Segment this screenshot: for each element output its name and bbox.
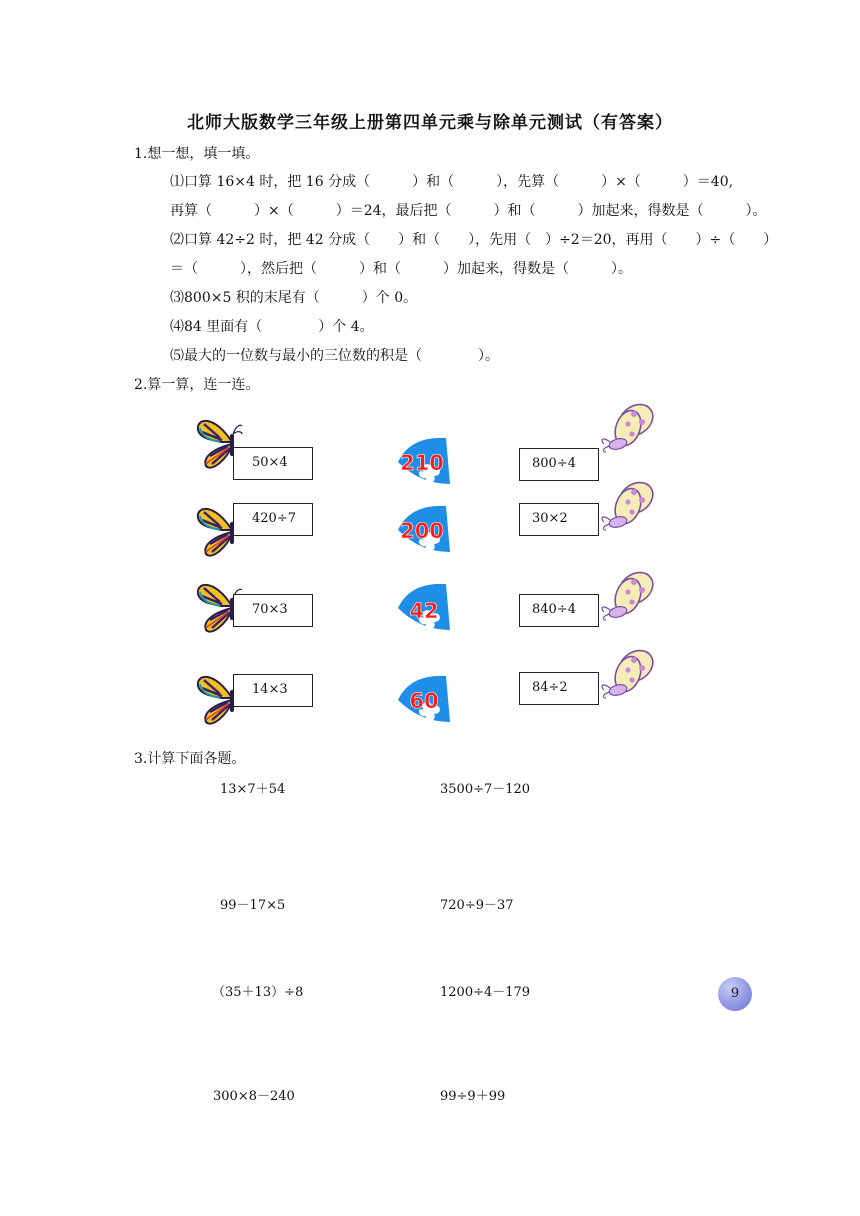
calc-problem: 300×8－240 <box>213 1089 295 1104</box>
question-4: ⑷84 里面有（ ）个 4。 <box>170 319 374 335</box>
page-title: 北师大版数学三年级上册第四单元乘与除单元测试（有答案） <box>187 113 673 133</box>
calc-problem: 3500÷7－120 <box>440 782 531 797</box>
answer-fan[interactable] <box>390 578 452 638</box>
fan-number: 210 <box>400 451 444 475</box>
right-expression-box[interactable]: 800÷4 <box>519 448 599 481</box>
question-1-line-1: ⑴口算 16×4 时，把 16 分成（ ）和（ ），先算（ ）×（ ）＝40, <box>170 174 734 190</box>
calc-problem: 1200÷4－179 <box>440 985 531 1000</box>
question-2-line-2: ＝（ ），然后把（ ）和（ ）加起来，得数是（ ）。 <box>170 261 632 277</box>
section-2-heading: 2.算一算，连一连。 <box>134 377 260 393</box>
right-expression-box[interactable]: 84÷2 <box>519 672 599 705</box>
question-5: ⑸最大的一位数与最小的三位数的积是（ ）。 <box>170 348 499 364</box>
right-expression-box[interactable]: 30×2 <box>519 503 599 536</box>
section-1-heading: 1.想一想，填一填。 <box>134 146 260 162</box>
calc-problem: 13×7＋54 <box>220 782 286 797</box>
moth-icon <box>598 568 658 630</box>
fan-number: 200 <box>400 519 444 543</box>
left-expression-box[interactable]: 50×4 <box>233 447 313 480</box>
answer-fan[interactable] <box>390 670 452 730</box>
left-expression-box[interactable]: 14×3 <box>233 674 313 707</box>
answer-fan[interactable] <box>390 432 452 492</box>
calc-problem: 720÷9－37 <box>440 898 514 913</box>
left-expression-box[interactable]: 70×3 <box>233 594 313 627</box>
page-number-badge: 9 <box>718 977 752 1011</box>
moth-icon <box>598 478 658 540</box>
question-3: ⑶800×5 积的末尾有（ ）个 0。 <box>170 290 418 306</box>
right-expression-box[interactable]: 840÷4 <box>519 594 599 627</box>
fan-number: 42 <box>409 599 439 623</box>
moth-icon <box>598 646 658 708</box>
moth-icon <box>598 400 658 462</box>
question-1-line-2: 再算（ ）×（ ）＝24，最后把（ ）和（ ）加起来，得数是（ ）。 <box>170 203 767 219</box>
section-3-heading: 3.计算下面各题。 <box>134 751 246 767</box>
left-expression-box[interactable]: 420÷7 <box>233 503 313 536</box>
question-2-line-1: ⑵口算 42÷2 时，把 42 分成（ ）和（ ），先用（ ）÷2＝20，再用（ ）÷（ ） <box>170 232 778 248</box>
fan-number: 60 <box>409 689 439 713</box>
calc-problem: 99－17×5 <box>220 898 286 913</box>
calc-problem: （35＋13）÷8 <box>212 985 304 1000</box>
calc-problem: 99÷9＋99 <box>440 1089 506 1104</box>
answer-fan[interactable] <box>390 500 452 560</box>
